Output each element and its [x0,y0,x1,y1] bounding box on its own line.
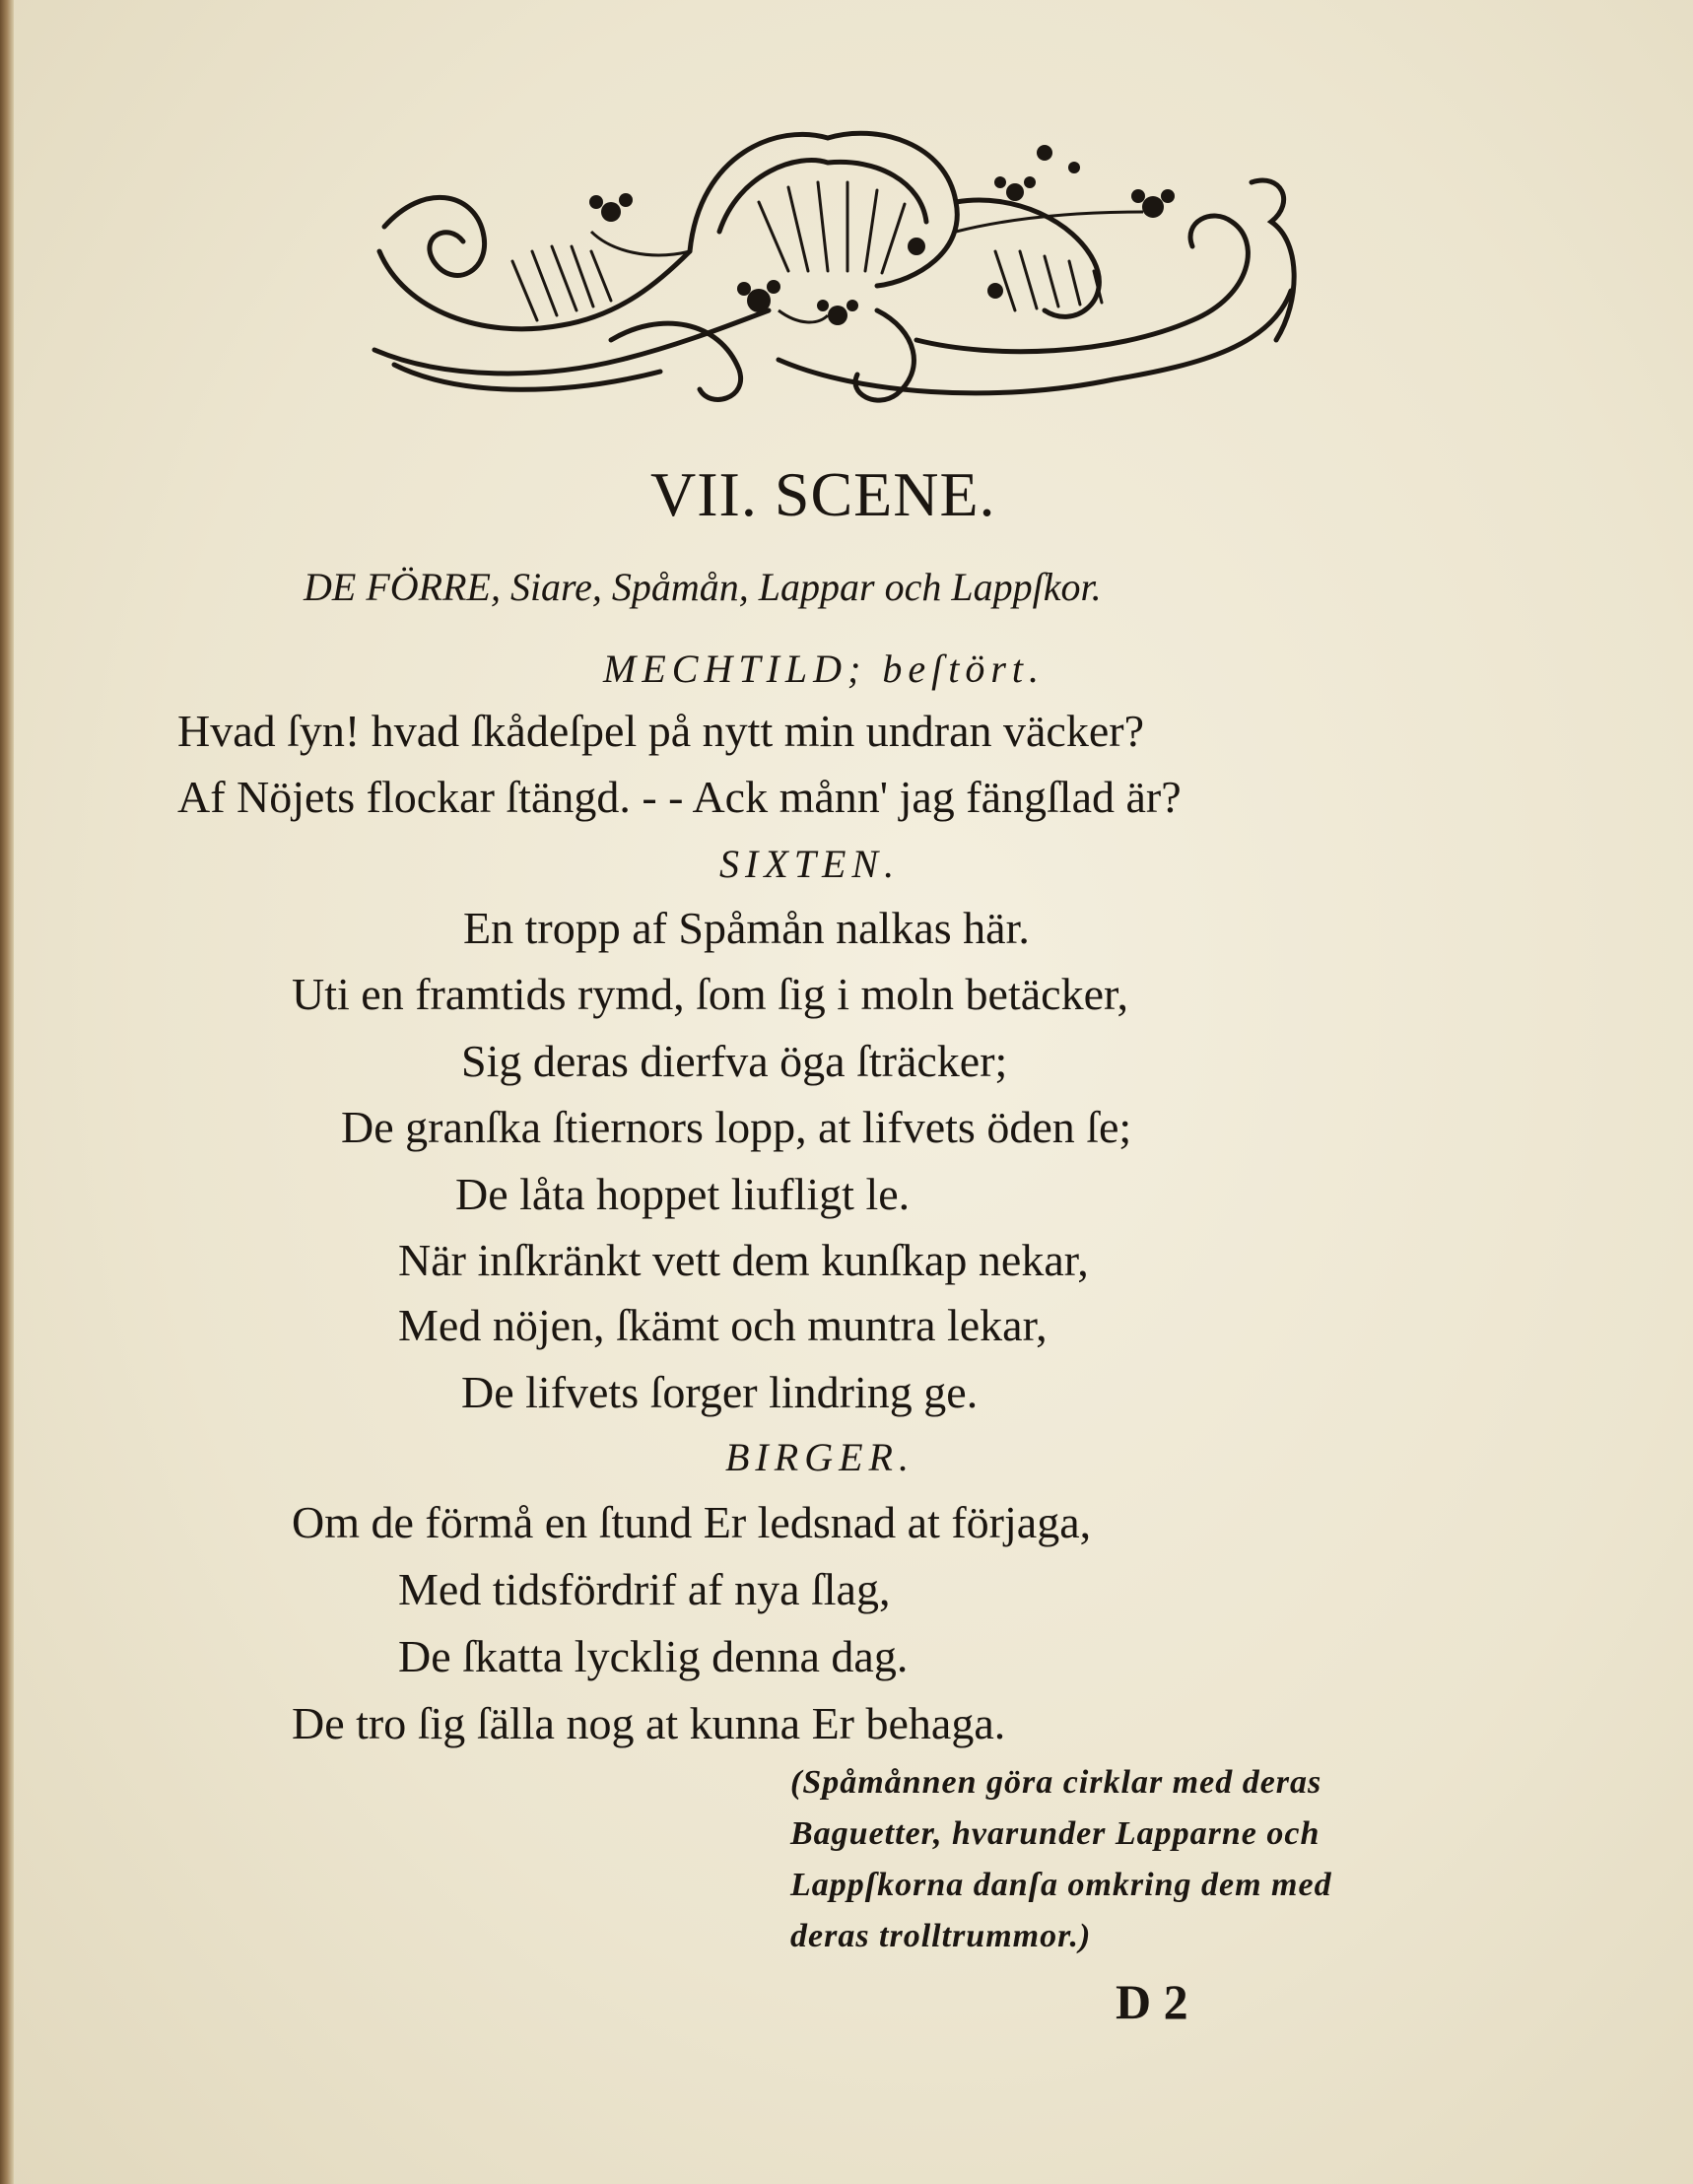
verse-line: Sig deras dierfva öga ſträcker; [461,1036,1008,1086]
speaker-sixten: SIXTEN. [719,842,901,886]
verse-line: De granſka ſtiernors lopp, at lifvets öden ſe; [341,1102,1132,1152]
verse-line: Uti en framtids rymd, ſom ſig i moln betäcker, [292,969,1128,1019]
stage-direction-line: (Spåmånnen göra cirklar med deras [790,1764,1322,1801]
scene-title: VII. SCENE. [650,459,996,529]
verse-line: Om de förmå en ſtund Er ledsnad at förjaga, [292,1497,1092,1547]
speaker-birger: BIRGER. [725,1435,914,1479]
verse-line: De lifvets ſorger lindring ge. [461,1367,979,1417]
verse-line: Med tidsfördrif af nya ſlag, [398,1564,891,1614]
stage-direction-line: Lappſkorna danſa omkring dem med [790,1867,1332,1903]
stage-direction-line: Baguetter, hvarunder Lapparne och [790,1815,1321,1852]
verse-line: En tropp af Spåmån nalkas här. [463,903,1030,953]
rococo-ornament-headpiece [365,113,1321,429]
cast-line: DE FÖRRE, Siare, Spåmån, Lappar och Lappſkor. [304,565,1102,609]
verse-line: De låta hoppet liufligt le. [455,1169,911,1219]
verse-line: De tro ſig ſälla nog at kunna Er behaga. [292,1698,1006,1748]
signature-mark: D 2 [1116,1974,1188,2029]
stage-direction-line: deras trolltrummor.) [790,1918,1092,1954]
verse-line: Af Nöjets flockar ſtängd. - - Ack månn' jag fängſlad är? [177,772,1182,822]
verse-line: Med nöjen, ſkämt och muntra lekar, [398,1300,1048,1350]
verse-line: Hvad ſyn! hvad ſkådeſpel på nytt min undran väcker? [177,706,1145,756]
speaker-mechtild: MECHTILD; beſtört. [603,647,1045,691]
verse-line: De ſkatta lycklig denna dag. [398,1631,909,1681]
verse-line: När inſkränkt vett dem kunſkap nekar, [398,1235,1089,1285]
page-spine-edge [0,0,14,2184]
